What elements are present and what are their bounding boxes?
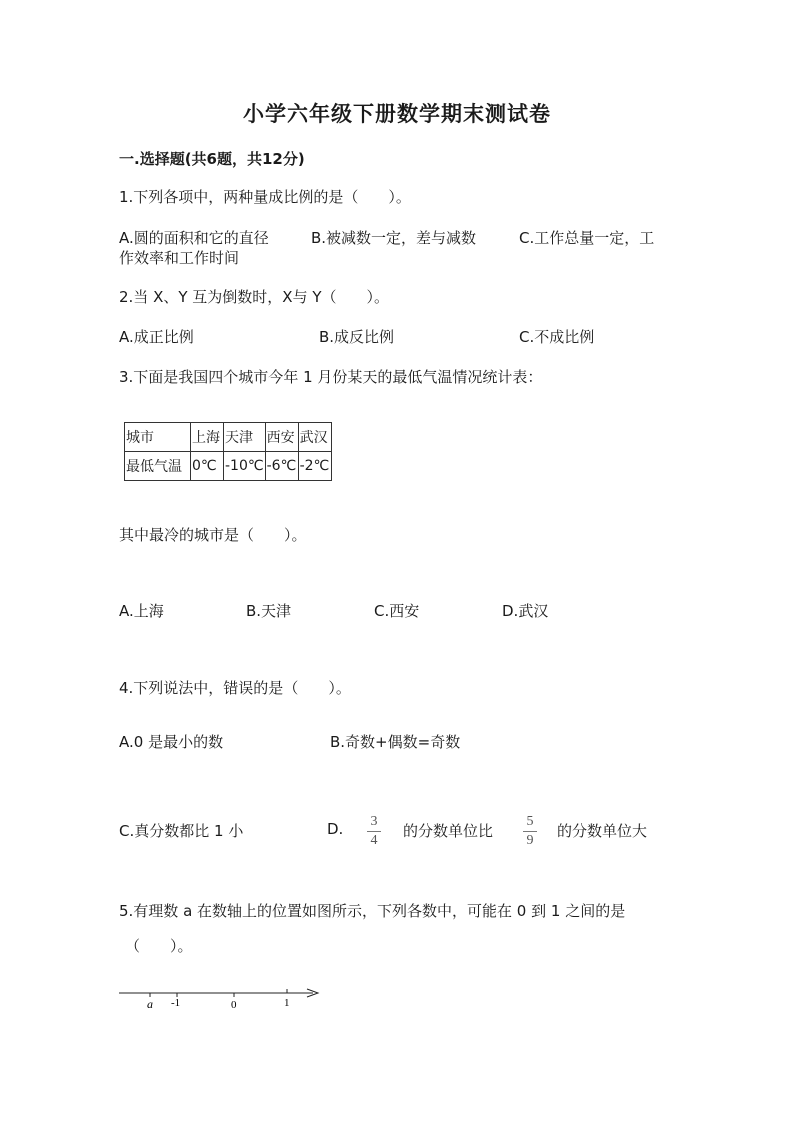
table-cell: 城市 [125, 423, 191, 452]
q3-option-d: D.武汉 [502, 602, 549, 620]
q5-stem-continued: （ ）。 [125, 937, 193, 955]
tick-label: 0 [231, 999, 237, 1011]
table-cell: 最低气温 [125, 452, 191, 481]
table-row [125, 452, 332, 481]
fraction-bar [367, 831, 381, 832]
table-cell: 西安 [265, 423, 298, 452]
q1-option-c-continued: 作效率和工作时间 [119, 249, 240, 267]
fraction-numerator: 5 [526, 814, 534, 829]
q3-stem: 3.下面是我国四个城市今年 1 月份某天的最低气温情况统计表： [119, 368, 543, 386]
q2-option-a: A.成正比例 [119, 328, 194, 346]
q4-option-d-middle: 的分数单位比 [403, 822, 494, 840]
fraction-denominator: 9 [526, 833, 534, 848]
q1-stem: 1.下列各项中，两种量成比例的是（ ）。 [119, 188, 411, 206]
q4-option-b: B.奇数+偶数=奇数 [330, 733, 461, 751]
q3-question: 其中最冷的城市是（ ）。 [119, 526, 307, 544]
page-title: 小学六年级下册数学期末测试卷 [243, 101, 551, 126]
q4-option-d-label: D. [327, 820, 344, 838]
table-cell: 武汉 [298, 423, 331, 452]
table-cell: 上海 [191, 423, 224, 452]
q4-option-a: A.0 是最小的数 [119, 733, 224, 751]
q5-stem: 5.有理数 a 在数轴上的位置如图所示，下列各数中，可能在 0 到 1 之间的是 [119, 902, 626, 920]
fraction-numerator: 3 [370, 814, 378, 829]
table-cell: -2℃ [298, 452, 331, 481]
fraction-denominator: 4 [370, 833, 378, 848]
table-cell: -6℃ [265, 452, 298, 481]
fraction-three-quarters [367, 814, 381, 849]
q1-option-a: A.圆的面积和它的直径 [119, 229, 269, 247]
q4-stem: 4.下列说法中，错误的是（ ）。 [119, 679, 351, 697]
q2-option-b: B.成反比例 [319, 328, 395, 346]
q2-option-c: C.不成比例 [519, 328, 595, 346]
temperature-table [124, 422, 332, 481]
q4-option-c: C.真分数都比 1 小 [119, 822, 244, 840]
fraction-five-ninths [523, 814, 537, 849]
q1-option-b: B.被减数一定，差与减数 [311, 229, 477, 247]
q2-stem: 2.当 X、Y 互为倒数时，X与 Y（ ）。 [119, 288, 389, 306]
tick-label: 1 [284, 997, 290, 1009]
q3-option-a: A.上海 [119, 602, 164, 620]
number-line [115, 982, 330, 1014]
table-row [125, 423, 332, 452]
table-cell: 天津 [224, 423, 266, 452]
q1-option-c: C.工作总量一定，工 [519, 229, 655, 247]
table-cell: 0℃ [191, 452, 224, 481]
q3-option-c: C.西安 [374, 602, 420, 620]
section-heading: 一.选择题(共6题，共12分) [119, 150, 305, 168]
q3-option-b: B.天津 [246, 602, 292, 620]
fraction-bar [523, 831, 537, 832]
table-cell: -10℃ [224, 452, 266, 481]
q4-option-d-suffix: 的分数单位大 [557, 822, 648, 840]
point-a-label: a [147, 997, 153, 1011]
tick-label: -1 [171, 997, 181, 1009]
